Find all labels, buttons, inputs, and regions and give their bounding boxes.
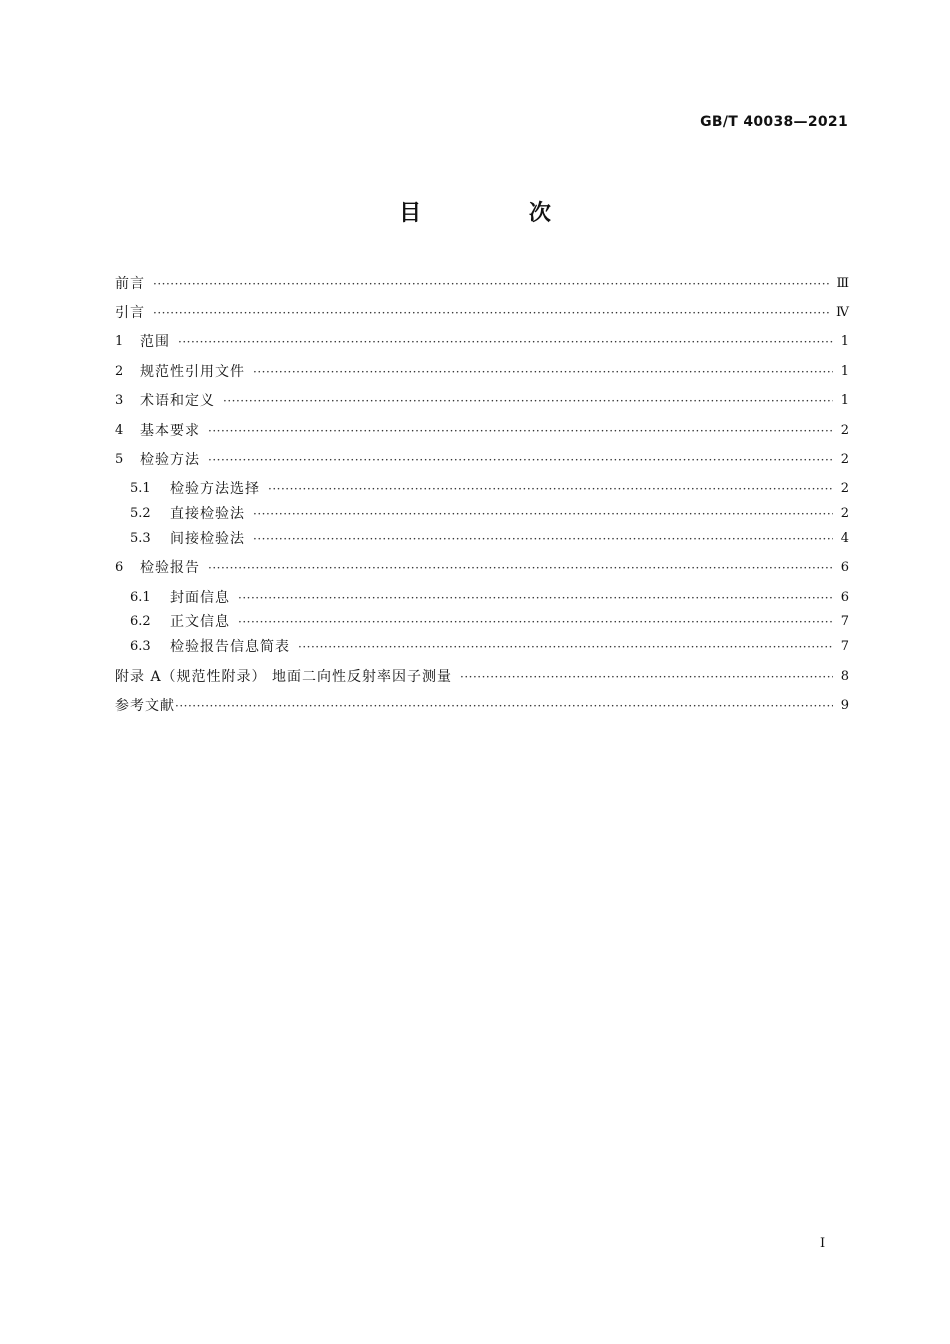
toc-entry-normative-references[interactable]: [115, 362, 849, 382]
toc-entry-label: 范围: [140, 334, 170, 350]
toc-entry-foreword[interactable]: [115, 274, 849, 294]
toc-entry-page: Ⅳ: [836, 305, 849, 320]
toc-entry-page: 2: [840, 481, 849, 496]
toc-entry-page: 7: [840, 639, 849, 654]
toc-entry-page: 4: [840, 531, 849, 546]
toc-dot-leader: [153, 303, 830, 323]
toc-entry-label: 检验方法: [140, 452, 200, 468]
toc-entry-number: 4: [115, 423, 124, 438]
toc-entry-number: 6: [115, 560, 124, 575]
toc-entry-bibliography[interactable]: [115, 696, 849, 716]
toc-entry-label: 封面信息: [170, 590, 230, 606]
page-title: 目 次: [399, 201, 601, 226]
toc-entry-page: 6: [840, 590, 849, 605]
toc-entry-number: 5.1: [130, 481, 151, 496]
toc-dot-leader: [208, 421, 833, 441]
toc-entry-inspection-methods[interactable]: [115, 450, 849, 470]
toc-entry-annex-a[interactable]: [115, 667, 849, 687]
toc-entry-page: 1: [840, 364, 849, 379]
toc-entry-number: 6.3: [130, 639, 151, 654]
toc-entry-page: 8: [840, 669, 849, 684]
toc-entry-page: 7: [840, 614, 849, 629]
toc-entry-label: 参考文献: [115, 698, 175, 714]
toc-dot-leader: [298, 637, 833, 657]
toc-entry-number: 2: [115, 364, 124, 379]
toc-entry-page: 1: [840, 334, 849, 349]
toc-entry-label: 正文信息: [170, 614, 230, 630]
toc-entry-page: 2: [840, 506, 849, 521]
toc-entry-label: 检验报告信息简表: [170, 639, 290, 655]
toc-entry-cover-info[interactable]: [130, 588, 849, 608]
toc-entry-number: 5: [115, 452, 124, 467]
toc-entry-page: 2: [840, 452, 849, 467]
toc-entry-inspection-report[interactable]: [115, 558, 849, 578]
toc-entry-report-summary-table[interactable]: [130, 637, 849, 657]
toc-entry-terms-definitions[interactable]: [115, 391, 849, 411]
toc-dot-leader: [208, 558, 833, 578]
toc-entry-page: 2: [840, 423, 849, 438]
toc-entry-number: 3: [115, 393, 124, 408]
toc-dot-leader: [175, 696, 833, 716]
toc-dot-leader: [253, 504, 833, 524]
toc-entry-page: 1: [840, 393, 849, 408]
toc-entry-label: 检验方法选择: [170, 481, 260, 497]
toc-entry-label: 附录 A（规范性附录） 地面二向性反射率因子测量: [115, 669, 453, 685]
toc-entry-direct-inspection[interactable]: [130, 504, 849, 524]
toc-dot-leader: [238, 588, 833, 608]
toc-dot-leader: [253, 529, 833, 549]
toc-entry-label: 间接检验法: [170, 531, 245, 547]
toc-entry-number: 6.2: [130, 614, 151, 629]
toc-entry-method-selection[interactable]: [130, 479, 849, 499]
toc-entry-page: Ⅲ: [836, 276, 849, 291]
toc-entry-label: 规范性引用文件: [140, 364, 245, 380]
toc-dot-leader: [153, 274, 830, 294]
toc-entry-label: 基本要求: [140, 423, 200, 439]
toc-entry-indirect-inspection[interactable]: [130, 529, 849, 549]
toc-entry-introduction[interactable]: [115, 303, 849, 323]
toc-entry-label: 前言: [115, 276, 145, 292]
toc-dot-leader: [460, 667, 833, 687]
toc-entry-body-info[interactable]: [130, 612, 849, 632]
toc-entry-label: 检验报告: [140, 560, 200, 576]
toc-entry-number: 5.3: [130, 531, 151, 546]
toc-entry-label: 直接检验法: [170, 506, 245, 522]
toc-dot-leader: [208, 450, 833, 470]
toc-entry-number: 6.1: [130, 590, 151, 605]
toc-entry-number: 1: [115, 334, 124, 349]
toc-entry-scope[interactable]: [115, 332, 849, 352]
toc-dot-leader: [223, 391, 833, 411]
toc-dot-leader: [178, 332, 833, 352]
toc-dot-leader: [253, 362, 833, 382]
toc-entry-page: 9: [840, 698, 849, 713]
toc-entry-page: 6: [840, 560, 849, 575]
page-folio: I: [820, 1236, 826, 1251]
toc-entry-label: 引言: [115, 305, 145, 321]
standard-number: GB/T 40038—2021: [700, 114, 848, 130]
toc-dot-leader: [268, 479, 833, 499]
toc-entry-basic-requirements[interactable]: [115, 421, 849, 441]
toc-entry-number: 5.2: [130, 506, 151, 521]
toc-dot-leader: [238, 612, 833, 632]
toc-entry-label: 术语和定义: [140, 393, 215, 409]
